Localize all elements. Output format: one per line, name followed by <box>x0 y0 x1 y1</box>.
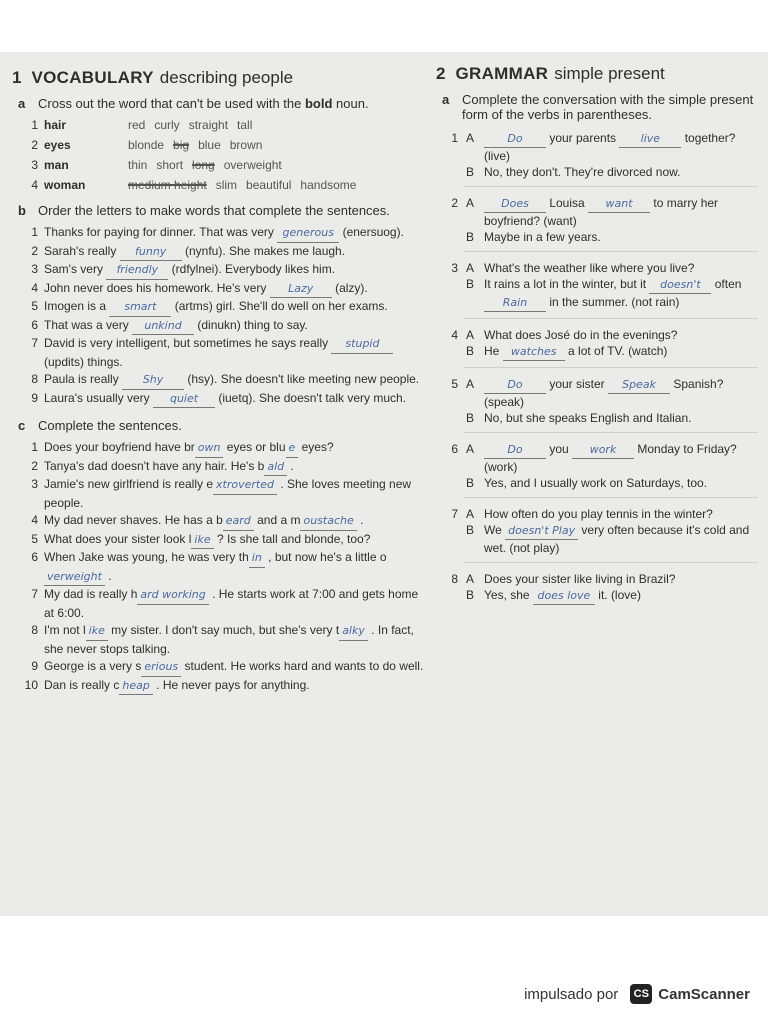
answer-blank[interactable]: Shy <box>122 371 184 390</box>
answer-blank[interactable]: erious <box>141 658 181 677</box>
answer-blank[interactable]: ike <box>86 622 108 641</box>
answer-blank[interactable]: funny <box>120 243 182 262</box>
answer-blank[interactable]: alky <box>339 622 368 641</box>
item-number: 4 <box>31 178 38 192</box>
answer-blank[interactable]: generous <box>277 224 339 243</box>
item-number <box>436 587 466 605</box>
dialog-item <box>436 441 758 491</box>
answer-blank[interactable]: live <box>619 131 681 148</box>
conversation-list <box>436 130 758 605</box>
dialog-line: Do you work Monday to Friday? (work) <box>484 442 737 474</box>
answer-blank[interactable]: watches <box>503 344 565 361</box>
answer-blank[interactable]: want <box>588 196 650 213</box>
section-title: VOCABULARY <box>31 68 154 87</box>
sentence-text: Sam's very friendly (rdfylnei). Everybody likes him. <box>44 261 430 280</box>
sentence-text: John never does his homework. He's very Lazy (alzy). <box>44 280 430 299</box>
instruction-bold: bold <box>304 96 333 111</box>
sentence-item <box>12 280 430 299</box>
vocab-row <box>12 115 430 135</box>
speaker-label: A <box>466 377 475 391</box>
grammar-heading <box>436 64 758 84</box>
item-number: 5 <box>31 299 38 313</box>
item-number: 1 <box>31 225 38 239</box>
section-subtitle: simple present <box>554 64 665 83</box>
answer-blank[interactable]: friendly <box>106 261 168 280</box>
item-number: 3 <box>31 158 38 172</box>
sentence-item <box>12 243 430 262</box>
instruction-text: Cross out the word that can't be used with the <box>38 96 305 111</box>
item-number: 5 <box>31 531 38 546</box>
powered-by-text: impulsado por <box>524 985 619 1003</box>
sentence-item <box>12 458 430 477</box>
word-option: short <box>156 158 184 172</box>
answer-blank[interactable]: doesn't <box>649 277 711 294</box>
crossed-out-word: long <box>192 158 215 172</box>
word-option: blue <box>198 138 221 152</box>
answer-blank[interactable]: Speak <box>608 377 670 394</box>
task-a <box>436 92 758 122</box>
dialog-line: Yes, and I usually work on Saturdays, too. <box>484 476 708 490</box>
item-number: 2 <box>31 458 38 473</box>
speaker-label: B <box>466 411 475 425</box>
dialog-line: Do your sister Speak Spanish? (speak) <box>484 377 724 409</box>
speaker-label: B <box>466 277 475 291</box>
sentence-item <box>12 512 430 531</box>
task-letter: a <box>18 96 26 111</box>
item-number: 1 <box>31 440 38 454</box>
speaker-label: A <box>466 328 475 342</box>
sentence-text: What does your sister look l ike ? Is she tall and blonde, too? <box>44 531 430 550</box>
word-option: thin <box>128 158 148 172</box>
item-number: 4 <box>31 513 38 527</box>
divider <box>464 318 758 319</box>
answer-blank[interactable]: quiet <box>153 390 215 409</box>
task-letter: a <box>442 92 450 107</box>
sentence-item <box>12 549 430 586</box>
item-number: 3 <box>31 477 38 491</box>
speaker-label: A <box>466 131 475 145</box>
scanner-footer <box>524 984 750 1004</box>
dialog-line: How often do you play tennis in the winter? <box>484 507 713 521</box>
dialog-line: It rains a lot in the winter, but it doesn't often Rain in the summer. (not rain) <box>484 276 758 312</box>
divider <box>464 367 758 368</box>
sentence-item <box>12 658 430 677</box>
item-number: 9 <box>31 390 38 405</box>
item-number: 8 <box>451 572 458 586</box>
answer-blank[interactable]: Do <box>484 131 546 148</box>
answer-blank[interactable]: Do <box>484 377 546 394</box>
noun-word: eyes <box>44 138 71 152</box>
vocab-list <box>12 115 430 195</box>
divider <box>464 186 758 187</box>
answer-blank[interactable]: heap <box>119 677 152 696</box>
answer-blank[interactable]: xtroverted <box>213 476 277 495</box>
dialog-item <box>436 571 758 605</box>
word-options <box>128 138 430 152</box>
answer-blank[interactable]: Does <box>484 196 546 213</box>
item-number: 1 <box>451 131 458 145</box>
item-number: 2 <box>31 138 38 152</box>
sentence-item <box>12 224 430 243</box>
item-number: 10 <box>24 677 38 692</box>
item-number: 1 <box>31 118 38 132</box>
brand-name: CamScanner <box>658 985 750 1003</box>
sentence-text: Paula is really Shy (hsy). She doesn't like meeting new people. <box>44 371 430 390</box>
dialog-line: What's the weather like where you live? <box>484 261 695 275</box>
answer-blank[interactable]: doesn't Play <box>505 523 578 540</box>
answer-blank[interactable]: own <box>195 439 224 458</box>
noun-word: woman <box>44 178 86 192</box>
crossed-out-word: big <box>173 138 190 152</box>
section-title: GRAMMAR <box>455 64 549 83</box>
dialog-item <box>436 195 758 245</box>
word-option: straight <box>188 118 229 132</box>
word-option: tall <box>237 118 253 132</box>
answer-blank[interactable]: Lazy <box>270 280 332 299</box>
sentence-text: My dad is really h ard working . He starts work at 7:00 and gets home at 6:00. <box>44 587 419 620</box>
sentence-text: Jamie's new girlfriend is really e xtroverted . She loves meeting new people. <box>44 477 412 510</box>
answer-blank[interactable]: verweight <box>44 568 105 587</box>
sentence-text: Sarah's really funny (nynfu). She makes me laugh. <box>44 243 430 262</box>
speaker-label: A <box>466 507 475 521</box>
item-number: 3 <box>451 261 458 275</box>
dialog-line: Maybe in a few years. <box>484 230 601 244</box>
sentence-text: When Jake was young, he was very th in , but now he's a little overweight . <box>44 549 430 586</box>
word-option: red <box>128 118 146 132</box>
item-number <box>436 475 466 491</box>
sentence-item <box>12 586 430 622</box>
task-instruction <box>38 96 430 111</box>
vocab-row <box>12 155 430 175</box>
grammar-section <box>436 64 758 605</box>
item-number: 8 <box>31 623 38 637</box>
instruction-text: noun. <box>332 96 369 111</box>
item-number: 7 <box>31 587 38 601</box>
dialog-line: What does José do in the evenings? <box>484 328 678 342</box>
item-number: 6 <box>451 442 458 456</box>
speaker-label: B <box>466 165 475 179</box>
sentence-text: That was a very unkind (dinukn) thing to say. <box>44 317 430 336</box>
answer-blank[interactable]: unkind <box>132 317 194 336</box>
answer-blank[interactable]: stupid <box>331 335 393 354</box>
dialog-item <box>436 260 758 312</box>
speaker-label: B <box>466 230 475 244</box>
word-option: blonde <box>128 138 165 152</box>
task-letter: b <box>18 203 26 218</box>
item-number: 9 <box>31 659 38 673</box>
answer-blank[interactable]: ard working <box>137 586 208 605</box>
item-number: 4 <box>31 280 38 295</box>
speaker-label: B <box>466 476 475 490</box>
sentence-item <box>12 622 430 658</box>
answer-blank[interactable]: in <box>249 549 265 568</box>
sentence-item <box>12 677 430 696</box>
task-b <box>12 203 430 218</box>
section-subtitle: describing people <box>159 68 294 87</box>
vocabulary-section <box>12 68 430 695</box>
speaker-label: B <box>466 344 475 358</box>
sentence-text: Thanks for paying for dinner. That was very generous (enersuog). <box>44 224 430 243</box>
sentence-item <box>12 298 430 317</box>
vocab-row <box>12 175 430 195</box>
item-number: 7 <box>31 336 38 350</box>
sentence-text: Laura's usually very quiet (iuetq). She doesn't talk very much. <box>44 390 430 409</box>
item-number <box>436 343 466 361</box>
divider <box>464 251 758 252</box>
dialog-line: Does Louisa want to marry her boyfriend? (want) <box>484 196 719 228</box>
item-number <box>436 164 466 180</box>
dialog-line: No, they don't. They're divorced now. <box>484 165 681 179</box>
sentence-text: Dan is really c heap . He never pays for anything. <box>44 677 430 696</box>
speaker-label: A <box>466 442 475 456</box>
item-number: 7 <box>451 507 458 521</box>
item-number: 8 <box>31 372 38 386</box>
sentence-text: My dad never shaves. He has a b eard and a m oustache . <box>44 512 430 531</box>
task-c <box>12 418 430 433</box>
speaker-label: A <box>466 572 475 586</box>
answer-blank[interactable]: e <box>286 439 299 458</box>
task-instruction: Order the letters to make words that complete the sentences. <box>38 203 390 218</box>
answer-blank[interactable]: ald <box>264 458 287 477</box>
complete-sentences-list <box>12 439 430 695</box>
answer-blank[interactable]: ike <box>191 531 213 550</box>
task-a <box>12 96 430 111</box>
sentence-text: Imogen is a smart (artms) girl. She'll do well on her exams. <box>44 298 430 317</box>
divider <box>464 562 758 563</box>
speaker-label: A <box>466 261 475 275</box>
dialog-item <box>436 506 758 556</box>
speaker-label: B <box>466 588 475 602</box>
task-instruction: Complete the conversation with the simple present form of the verbs in parentheses. <box>462 92 754 122</box>
sentence-text: David is very intelligent, but sometimes he says really stupid (updits) things. <box>44 335 430 371</box>
sentence-text: I'm not l ike my sister. I don't say much, but she's very t alky . In fact, she never stops talking. <box>44 623 414 656</box>
item-number: 2 <box>451 196 458 210</box>
sentence-item <box>12 317 430 336</box>
section-number: 2 <box>436 64 446 83</box>
item-number <box>436 522 466 556</box>
camscanner-logo-icon: CS <box>630 984 652 1004</box>
speaker-label: A <box>466 196 475 210</box>
item-number: 3 <box>31 262 38 276</box>
sentence-item <box>12 531 430 550</box>
answer-blank[interactable]: eard <box>223 512 254 531</box>
dialog-line: He watches a lot of TV. (watch) <box>484 343 758 361</box>
dialog-item <box>436 376 758 426</box>
item-number: 5 <box>451 377 458 391</box>
sentence-item <box>12 476 430 512</box>
word-option: slim <box>215 178 238 192</box>
dialog-line: Do your parents live together? (live) <box>484 131 736 163</box>
item-number: 6 <box>31 550 38 564</box>
crossed-out-word: medium height <box>128 178 207 192</box>
answer-blank[interactable]: oustache <box>300 512 356 531</box>
answer-blank[interactable]: does love <box>533 588 595 605</box>
sentence-item <box>12 439 430 458</box>
sentence-item <box>12 335 430 371</box>
worksheet-page <box>0 52 768 916</box>
sentence-text: Tanya's dad doesn't have any hair. He's b ald . <box>44 458 430 477</box>
item-number <box>436 410 466 426</box>
dialog-item <box>436 327 758 361</box>
dialog-line: We doesn't Play very often because it's cold and wet. (not play) <box>484 523 750 555</box>
noun-word: hair <box>44 118 67 132</box>
task-letter: c <box>18 418 26 433</box>
answer-blank[interactable]: smart <box>109 298 171 317</box>
vocabulary-heading <box>12 68 430 88</box>
word-option: brown <box>229 138 263 152</box>
dialog-line: Yes, she does love it. (love) <box>484 587 758 605</box>
item-number: 6 <box>31 317 38 332</box>
speaker-label: B <box>466 523 475 537</box>
answer-blank[interactable]: Rain <box>484 295 546 312</box>
word-option: handsome <box>300 178 357 192</box>
sentence-item <box>12 390 430 409</box>
word-option: curly <box>154 118 180 132</box>
task-instruction: Complete the sentences. <box>38 418 182 433</box>
dialog-item <box>436 130 758 180</box>
sentence-item <box>12 261 430 280</box>
word-options <box>128 118 430 132</box>
sentence-text: George is a very s erious student. He works hard and wants to do well. <box>44 658 430 677</box>
item-number <box>436 276 466 312</box>
sentence-item <box>12 371 430 390</box>
section-number: 1 <box>12 68 22 87</box>
word-options <box>128 158 430 172</box>
word-options <box>128 178 430 192</box>
divider <box>464 497 758 498</box>
sentence-text: Does your boyfriend have br own eyes or blu e eyes? <box>44 439 430 458</box>
divider <box>464 432 758 433</box>
answer-blank[interactable]: Do <box>484 442 546 459</box>
vocab-row <box>12 135 430 155</box>
dialog-line: No, but she speaks English and Italian. <box>484 411 692 425</box>
word-option: beautiful <box>246 178 292 192</box>
word-option: overweight <box>223 158 282 172</box>
item-number: 4 <box>451 328 458 342</box>
answer-blank[interactable]: work <box>572 442 634 459</box>
noun-word: man <box>44 158 69 172</box>
item-number <box>436 229 466 245</box>
order-letters-list <box>12 224 430 408</box>
dialog-line: Does your sister like living in Brazil? <box>484 572 676 586</box>
item-number: 2 <box>31 243 38 258</box>
